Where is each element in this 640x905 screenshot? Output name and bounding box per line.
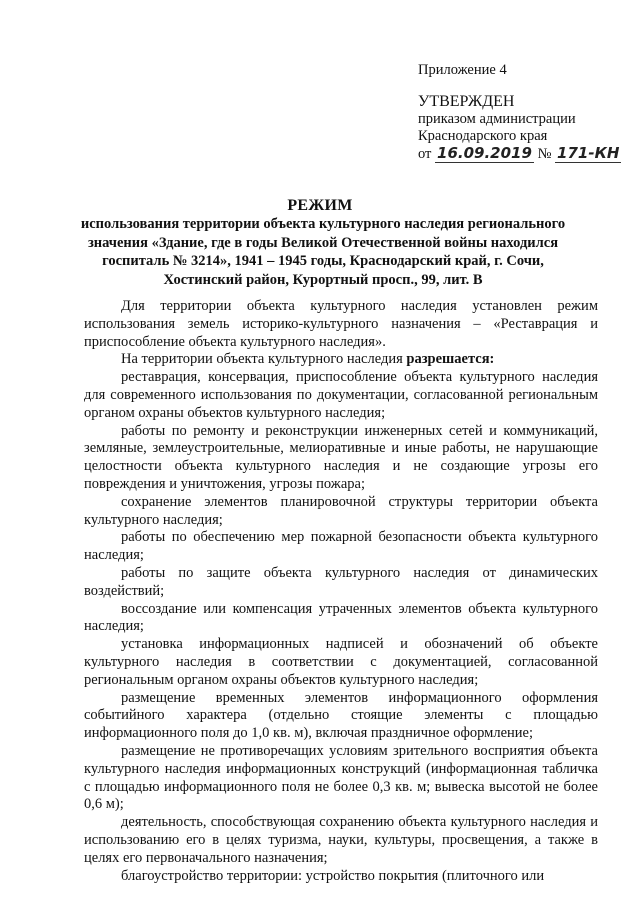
paragraph-text: На территории объекта культурного наследия: [121, 351, 403, 368]
allowed-word: разрешается:: [406, 351, 495, 368]
list-item: сохранение элементов планировочной структуры территории объекта культурного наследия;: [84, 493, 598, 528]
paragraph: [84, 351, 598, 369]
list-item: воссоздание или компенсация утраченных элементов объекта культурного наследия;: [84, 600, 598, 635]
document-body: [84, 298, 598, 885]
approval-line-1: приказом администрации: [418, 111, 576, 127]
document-title: РЕЖИМ: [287, 197, 353, 214]
approval-block: [418, 62, 621, 163]
list-item: деятельность, способствующая сохранению объекта культурного наследия и использованию его в целях туризма, науки, культуры, просвещения, а также в целях его первоначального назначения;: [84, 814, 598, 866]
list-item: установка информационных надписей и обозначений об объекте культурного наследия в соответствии с документацией, согласованной региональным органом охраны объектов культурного наследия;: [84, 636, 598, 688]
list-item: работы по защите объекта культурного наследия от динамических воздействий;: [84, 564, 598, 599]
list-item: реставрация, консервация, приспособление объекта культурного наследия для современного использования по документации, согласованной региональным органом охраны объектов культурного наследия;: [84, 369, 598, 421]
list-item: размещение не противоречащих условиям зрительного восприятия объекта культурного наследия информационных конструкций (информационная табличка с площадью информационного поля не более 0,3 кв. м; вывеска высотой не более 0,6 м);: [84, 742, 598, 813]
document-subtitle: использования территории объекта культурного наследия регионального значения «Здание, где в годы Великой Отечественной войны находился госпиталь № 3214», 1941 – 1945 годы, Краснодарский край, г. Сочи, Хостинский район, Курортный просп., 99, лит. В: [80, 216, 566, 288]
list-item: размещение временных элементов информационного оформления событийного характера (отдельно стоящие элементы с площадью информационного поля до 1,0 кв. м), включая праздничное оформление;: [84, 689, 598, 742]
approval-line-2: Краснодарского края: [418, 128, 548, 144]
from-prefix: от: [418, 146, 432, 162]
paragraph: Для территории объекта культурного наследия установлен режим использования земель историко-культурного назначения – «Реставрация и приспособление объекта культурного наследия».: [84, 298, 598, 350]
number-sign: №: [537, 146, 552, 162]
list-item: благоустройство территории: устройство покрытия (плиточного или: [121, 867, 545, 884]
handwritten-date: 16.09.2019: [437, 144, 532, 162]
list-item: работы по ремонту и реконструкции инженерных сетей и коммуникаций, земляные, землеустроительные, мелиоративные и иные работы, не нарушающие целостности объекта культурного наследия и не создающие угрозы его повреждения и уничтожения, угрозы пожара;: [84, 422, 598, 492]
list-item: работы по обеспечению мер пожарной безопасности объекта культурного наследия;: [84, 529, 598, 564]
approval-date-line: [418, 145, 621, 163]
approved-label: УТВЕРЖДЕН: [418, 93, 515, 110]
handwritten-number: 171-КН: [557, 144, 620, 162]
appendix-label: Приложение 4: [418, 62, 507, 78]
